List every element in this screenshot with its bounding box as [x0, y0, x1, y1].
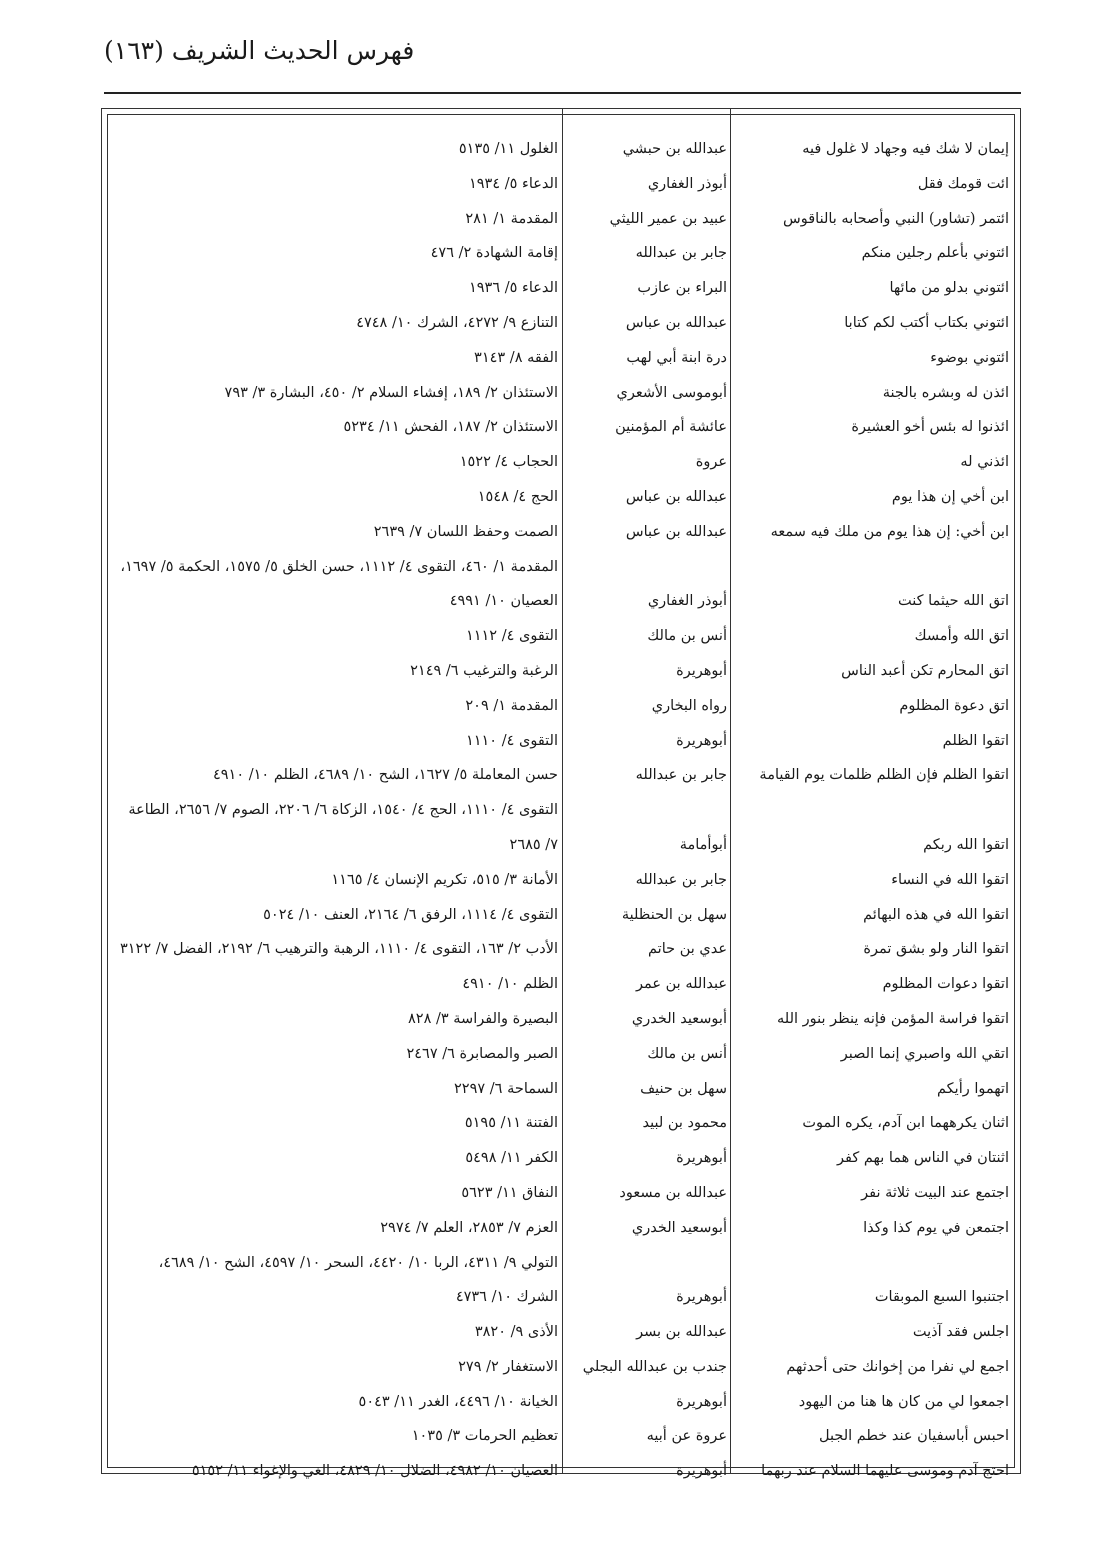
table-row — [102, 1141, 1020, 1176]
narrator-cell: أبوسعيد الخدري — [631, 1010, 727, 1027]
reference-cell: الدعاء ٥/ ١٩٣٤ — [468, 175, 558, 192]
hadith-text-cell: اجتمع عند البيت ثلاثة نفر — [861, 1184, 1009, 1201]
table-row — [102, 654, 1020, 689]
table-row — [102, 341, 1020, 376]
reference-cell: الأدب ٢/ ١٦٣، التقوى ٤/ ١١١٠، الرهبة والترهيب ٦/ ٢١٩٢، الفضل ٧/ ٣١٢٢ — [119, 941, 558, 958]
narrator-cell: سهل بن الحنظلية — [621, 906, 727, 923]
narrator-cell: محمود بن لبيد — [642, 1115, 727, 1132]
hadith-text-cell: ابن أخي إن هذا يوم — [891, 488, 1009, 505]
table-row — [102, 758, 1020, 793]
table-row — [102, 445, 1020, 480]
hadith-text-cell: ابن أخي: إن هذا يوم من ملك فيه سمعه — [770, 523, 1009, 540]
table-row — [102, 271, 1020, 306]
narrator-cell: عبيد بن عمير الليثي — [609, 210, 727, 227]
table-row — [102, 132, 1020, 167]
reference-cell: البصيرة والفراسة ٣/ ٨٢٨ — [408, 1010, 558, 1027]
hadith-text-cell: ائتوني بوضوء — [930, 349, 1009, 366]
hadith-text-cell: اتقوا فراسة المؤمن فإنه ينظر بنور الله — [777, 1010, 1009, 1027]
reference-cell: العزم ٧/ ٢٨٥٣، العلم ٧/ ٢٩٧٤ — [380, 1219, 558, 1236]
reference-cell: التقوى ٤/ ١١١٠ — [465, 732, 558, 749]
table-row — [102, 1002, 1020, 1037]
narrator-cell: أبوأمامة — [679, 836, 727, 853]
hadith-text-cell: اتق الله حيثما كنت — [897, 593, 1009, 610]
table-row — [102, 306, 1020, 341]
reference-cell: الأذى ٩/ ٣٨٢٠ — [474, 1324, 558, 1341]
narrator-cell: عائشة أم المؤمنين — [615, 419, 727, 436]
narrator-cell: أبوهريرة — [676, 732, 727, 749]
reference-cell: إقامة الشهادة ٢/ ٤٧٦ — [430, 245, 558, 262]
table-row — [102, 1315, 1020, 1350]
table-row — [102, 1350, 1020, 1385]
reference-cell: حسن المعاملة ٥/ ١٦٢٧، الشح ١٠/ ٤٦٨٩، الظلم ١٠/ ٤٩١٠ — [212, 767, 558, 784]
hadith-text-cell: إيمان لا شك فيه وجهاد لا غلول فيه — [802, 141, 1009, 157]
hadith-text-cell: اجتمعن في يوم كذا وكذا — [863, 1219, 1009, 1236]
table-row — [102, 480, 1020, 515]
table-row — [102, 1106, 1020, 1141]
hadith-text-cell: ائتوني بدلو من مائها — [889, 280, 1009, 297]
table-row — [102, 689, 1020, 724]
narrator-cell: درة ابنة أبي لهب — [626, 349, 727, 366]
hadith-text-cell: ائذن له وبشره بالجنة — [882, 384, 1009, 401]
table-row — [102, 1385, 1020, 1420]
table-row — [102, 376, 1020, 411]
reference-cell: النفاق ١١/ ٥٦٢٣ — [461, 1184, 558, 1201]
table-row — [102, 1176, 1020, 1211]
table-row — [102, 863, 1020, 898]
hadith-text-cell: احتج آدم وموسى عليهما السلام عند ربهما — [761, 1463, 1009, 1480]
hadith-text-cell: اتقوا الظلم فإن الظلم ظلمات يوم القيامة — [759, 767, 1009, 784]
narrator-cell: جابر بن عبدالله — [635, 871, 727, 888]
reference-cell: التولي ٩/ ٤٣١١، الربا ١٠/ ٤٤٢٠، السحر ١٠/ ٤٥٩٧، الشح ١٠/ ٤٦٨٩، الشرك ١٠/ ٤٧٣٦ — [158, 1254, 558, 1306]
table-row — [102, 515, 1020, 550]
narrator-cell: عبدالله بن عمر — [636, 976, 727, 993]
reference-cell: الاستئذان ٢/ ١٨٩، إفشاء السلام ٢/ ٤٥٠، البشارة ٣/ ٧٩٣ — [224, 384, 558, 401]
reference-cell: الصمت وحفظ اللسان ٧/ ٢٦٣٩ — [373, 523, 558, 540]
reference-cell: الدعاء ٥/ ١٩٣٦ — [468, 280, 558, 297]
hadith-text-cell: اتقوا النار ولو بشق تمرة — [863, 941, 1009, 958]
narrator-cell: سهل بن حنيف — [640, 1080, 727, 1097]
table-row — [102, 236, 1020, 271]
header-rule — [104, 92, 1021, 94]
hadith-text-cell: اتقوا الله ربكم — [923, 836, 1009, 853]
hadith-text-cell: اثنتان في الناس هما بهم كفر — [837, 1150, 1009, 1167]
hadith-text-cell: اتقوا الظلم — [942, 732, 1009, 749]
narrator-cell: أبوموسى الأشعري — [616, 384, 727, 401]
table-rows — [102, 132, 1020, 1489]
reference-cell: الرغبة والترغيب ٦/ ٢١٤٩ — [410, 662, 558, 679]
reference-cell: السماحة ٦/ ٢٢٩٧ — [454, 1080, 558, 1097]
reference-cell: التنازع ٩/ ٤٢٧٢، الشرك ١٠/ ٤٧٤٨ — [356, 314, 558, 331]
reference-cell: التقوى ٤/ ١١١٢ — [465, 628, 558, 645]
reference-cell: العصيان ١٠/ ٤٩٨٢، الضلال ١٠/ ٤٨٢٩، الغي والإغواء ١١/ ٥١٥٢ — [191, 1463, 558, 1480]
narrator-cell: أنس بن مالك — [647, 628, 727, 645]
reference-cell: الصبر والمصابرة ٦/ ٢٤٦٧ — [406, 1045, 558, 1062]
hadith-text-cell: اثنان يكرههما ابن آدم، يكره الموت — [802, 1115, 1009, 1132]
narrator-cell: جابر بن عبدالله — [635, 245, 727, 262]
table-row — [102, 550, 1020, 620]
hadith-text-cell: اتق الله وأمسك — [914, 628, 1009, 645]
hadith-text-cell: ائت قومك فقل — [917, 175, 1009, 192]
reference-cell: الاستئذان ٢/ ١٨٧، الفحش ١١/ ٥٢٣٤ — [343, 419, 558, 436]
narrator-cell: عبدالله بن عباس — [625, 488, 727, 505]
hadith-text-cell: اتقي الله واصبري إنما الصبر — [840, 1045, 1009, 1062]
narrator-cell: عبدالله بن مسعود — [619, 1184, 727, 1201]
narrator-cell: عبدالله بن عباس — [625, 523, 727, 540]
narrator-cell: البراء بن عازب — [637, 280, 727, 297]
reference-cell: المقدمة ١/ ٢٠٩ — [465, 697, 558, 714]
narrator-cell: عروة — [695, 454, 727, 471]
narrator-cell: أبوهريرة — [676, 1393, 727, 1410]
narrator-cell: عروة عن أبيه — [646, 1428, 727, 1445]
table-row — [102, 1246, 1020, 1316]
narrator-cell: عدي بن حاتم — [648, 941, 727, 958]
narrator-cell: عبدالله بن عباس — [625, 314, 727, 331]
reference-cell: المقدمة ١/ ٢٨١ — [465, 210, 558, 227]
table-row — [102, 1072, 1020, 1107]
reference-cell: التقوى ٤/ ١١١٤، الرفق ٦/ ٢١٦٤، العنف ١٠/ ٥٠٢٤ — [263, 906, 558, 923]
table-row — [102, 898, 1020, 933]
table-row — [102, 793, 1020, 863]
hadith-text-cell: ائذني له — [960, 454, 1009, 471]
table-row — [102, 967, 1020, 1002]
hadith-text-cell: ائذنوا له بئس أخو العشيرة — [851, 419, 1009, 436]
reference-cell: الحج ٤/ ١٥٤٨ — [477, 488, 558, 505]
narrator-cell: أبوسعيد الخدري — [631, 1219, 727, 1236]
reference-cell: الظلم ١٠/ ٤٩١٠ — [462, 976, 558, 993]
reference-cell: تعظيم الحرمات ٣/ ١٠٣٥ — [411, 1428, 558, 1445]
narrator-cell: أبوذر الغفاري — [647, 175, 727, 192]
table-row — [102, 724, 1020, 759]
hadith-text-cell: ائتمر (تشاور) النبي وأصحابه بالناقوس — [783, 210, 1009, 227]
narrator-cell: أبوهريرة — [676, 662, 727, 679]
reference-cell: الخيانة ١٠/ ٤٤٩٦، الغدر ١١/ ٥٠٤٣ — [358, 1393, 558, 1410]
table-row — [102, 1037, 1020, 1072]
narrator-cell: أبوهريرة — [676, 1463, 727, 1480]
hadith-index-table — [101, 108, 1021, 1480]
reference-cell: الغلول ١١/ ٥١٣٥ — [458, 141, 558, 157]
narrator-cell: جندب بن عبدالله البجلي — [582, 1358, 727, 1375]
reference-cell: الأمانة ٣/ ٥١٥، تكريم الإنسان ٤/ ١١٦٥ — [331, 871, 558, 888]
reference-cell: الاستغفار ٢/ ٢٧٩ — [458, 1358, 558, 1375]
hadith-text-cell: اتقوا دعوات المظلوم — [882, 976, 1009, 993]
hadith-text-cell: اجمعوا لي من كان ها هنا من اليهود — [798, 1393, 1009, 1410]
narrator-cell: رواه البخاري — [651, 697, 727, 714]
hadith-text-cell: احبس أباسفيان عند خطم الجبل — [818, 1428, 1009, 1445]
table-row — [102, 1419, 1020, 1454]
table-row — [102, 202, 1020, 237]
hadith-text-cell: اتق دعوة المظلوم — [899, 697, 1009, 714]
table-row — [102, 167, 1020, 202]
hadith-text-cell: اجمع لي نفرا من إخوانك حتى أحدثهم — [786, 1358, 1009, 1375]
hadith-text-cell: ائتوني بكتاب أكتب لكم كتابا — [844, 314, 1009, 331]
narrator-cell: جابر بن عبدالله — [635, 767, 727, 784]
table-row — [102, 932, 1020, 967]
hadith-text-cell: اجلس فقد آذيت — [912, 1324, 1009, 1341]
table-row — [102, 1454, 1020, 1489]
reference-cell: المقدمة ١/ ٤٦٠، التقوى ٤/ ١١١٢، حسن الخلق ٥/ ١٥٧٥، الحكمة ٥/ ١٦٩٧، العصيان ١٠/ ٤٩٩١ — [120, 558, 558, 610]
reference-cell: التقوى ٤/ ١١١٠، الحج ٤/ ١٥٤٠، الزكاة ٦/ ٢٢٠٦، الصوم ٧/ ٢٦٥٦، الطاعة ٧/ ٢٦٨٥ — [128, 802, 558, 853]
narrator-cell: أنس بن مالك — [647, 1045, 727, 1062]
reference-cell: الحجاب ٤/ ١٥٢٢ — [459, 454, 558, 471]
hadith-text-cell: اتق المحارم تكن أعبد الناس — [841, 662, 1009, 679]
reference-cell: الفقه ٨/ ٣١٤٣ — [474, 349, 558, 366]
table-row — [102, 619, 1020, 654]
hadith-text-cell: اتقوا الله في هذه البهائم — [863, 906, 1009, 923]
page-header-title: فهرس الحديث الشريف (١٦٣) — [104, 36, 415, 65]
hadith-text-cell: اتقوا الله في النساء — [891, 871, 1009, 888]
narrator-cell: عبدالله بن بسر — [636, 1324, 727, 1341]
reference-cell: الفتنة ١١/ ٥١٩٥ — [464, 1115, 558, 1132]
table-row — [102, 410, 1020, 445]
narrator-cell: أبوهريرة — [676, 1150, 727, 1167]
narrator-cell: أبوذر الغفاري — [647, 593, 727, 610]
reference-cell: الكفر ١١/ ٥٤٩٨ — [465, 1150, 558, 1167]
narrator-cell: أبوهريرة — [676, 1289, 727, 1306]
hadith-text-cell: اجتنبوا السبع الموبقات — [874, 1289, 1009, 1306]
hadith-text-cell: ائتوني بأعلم رجلين منكم — [861, 245, 1009, 262]
narrator-cell: عبدالله بن حبشي — [622, 141, 727, 157]
hadith-text-cell: اتهموا رأيكم — [937, 1080, 1009, 1097]
table-row — [102, 1211, 1020, 1246]
